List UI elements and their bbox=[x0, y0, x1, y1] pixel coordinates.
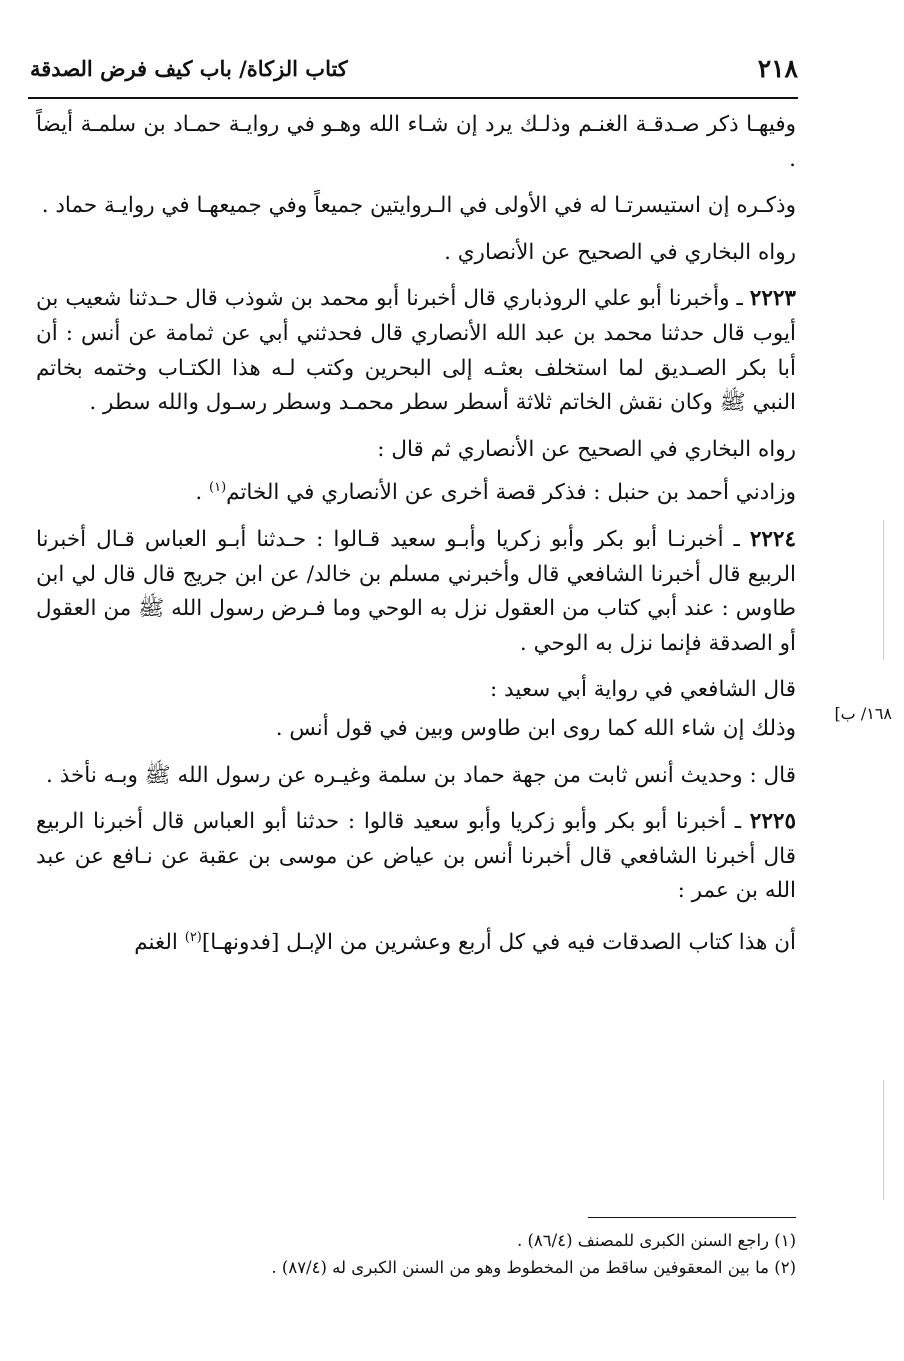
paragraph-with-footnote bbox=[36, 921, 796, 961]
hadith-text: ـ وأخبرنا أبو علي الروذباري قال أخبرنا أبو محمد بن شوذب قال حـدثنا شعيب بن أيوب قال حدثنا محمد بن عبد الله الأنصاري قال فحدثني أبي عن ثمامة عن أنس : أن أبا بكر الصـديق لما استخلف بعثـه إلى البحرين وكتب لـه هذا الكتـاب وختمه بخاتم النبي ﷺ وكان نقش الخاتم ثلاثة أسطر سطر محمـد وسطر رسـول والله سطر . bbox=[36, 286, 796, 416]
running-head bbox=[30, 40, 798, 96]
hadith-2224 bbox=[36, 523, 796, 661]
paragraph-text: أن هذا كتاب الصدقات فيه في كل أربع وعشرين من الإبـل [فدونهـا] bbox=[201, 930, 796, 956]
hadith-2223 bbox=[36, 282, 796, 420]
hadith-text: ـ أخبرنـا أبو بكر وأبو زكريا وأبـو سعيد قـالوا : حـدثنا أبـو العباس قـال أخبرنا الربيع قال أخبرنا الشافعي قال وأخبرني مسلم بن خالد/ عن ابن جريج قال قال لي ابن طاوس : عند أبي كتاب من العقول نزل به الوحي وما فـرض رسول الله ﷺ من العقول أو الصدقة فإنما نزل به الوحي . bbox=[36, 527, 796, 656]
hadith-2225 bbox=[36, 805, 796, 909]
footnote-ref[interactable]: (١) bbox=[209, 480, 227, 496]
paragraph: قال : وحديث أنس ثابت من جهة حماد بن سلمة وغيـره عن رسول الله ﷺ وبـه نأخذ . bbox=[46, 762, 796, 788]
hadith-number: ٢٢٢٤ bbox=[749, 527, 797, 553]
paragraph: وفيهـا ذكر صـدقـة الغنـم وذلـك يرد إن شـاء الله وهـو في روايـة حمـاد بن سلمـة أيضاً . bbox=[36, 112, 796, 172]
footnote-ref[interactable]: (٢) bbox=[184, 930, 202, 946]
paragraph-end: الغنم bbox=[134, 930, 185, 956]
hadith-text: ـ أخبرنا أبو بكر وأبو زكريا وأبو سعيد قالوا : حدثنا أبو العباس قال أخبرنا الربيع قال أخبرنا الشافعي قال أخبرنا أنس بن عياض عن موسى بن عقبة عن نـافع عن عبد الله بن عمر : bbox=[36, 809, 796, 904]
paragraph: قال الشافعي في رواية أبي سعيد : bbox=[489, 677, 796, 703]
scan-edge-mark bbox=[883, 1080, 884, 1200]
paragraph: رواه البخاري في الصحيح عن الأنصاري ثم قال : bbox=[377, 436, 796, 462]
footnote: (٢) ما بين المعقوفين ساقط من المخطوط وهو من السنن الكبرى له (٨٧/٤) . bbox=[271, 1258, 796, 1277]
paragraph: رواه البخاري في الصحيح عن الأنصاري . bbox=[444, 239, 796, 265]
header-rule bbox=[28, 97, 798, 99]
manuscript-folio-note: ١٦٨/ ب] bbox=[834, 704, 892, 723]
main-text bbox=[36, 108, 796, 973]
hadith-number: ٢٢٢٥ bbox=[749, 809, 796, 835]
hadith-number: ٢٢٢٣ bbox=[749, 286, 796, 312]
footnotes bbox=[250, 1227, 796, 1281]
paragraph: وذلك إن شاء الله كما روى ابن طاوس وبين في قول أنس . bbox=[275, 716, 796, 742]
paragraph: وذكـره إن استيسرتـا له في الأولى في الـروايتين جميعاً وفي جميعهـا في روايـة حماد . bbox=[41, 193, 796, 219]
paragraph-text: وزادني أحمد بن حنبل : فذكر قصة أخرى عن الأنصاري في الخاتم bbox=[226, 480, 796, 506]
footnote-rule bbox=[588, 1217, 796, 1218]
running-head-title: كتاب الزكاة/ باب كيف فرض الصدقة bbox=[30, 55, 348, 81]
paragraph-with-footnote bbox=[36, 471, 796, 511]
page-number: ٢١٨ bbox=[757, 53, 798, 83]
footnote: (١) راجع السنن الكبرى للمصنف (٨٦/٤) . bbox=[516, 1231, 796, 1250]
paragraph-end: . bbox=[195, 480, 209, 506]
scan-edge-mark bbox=[883, 520, 884, 660]
